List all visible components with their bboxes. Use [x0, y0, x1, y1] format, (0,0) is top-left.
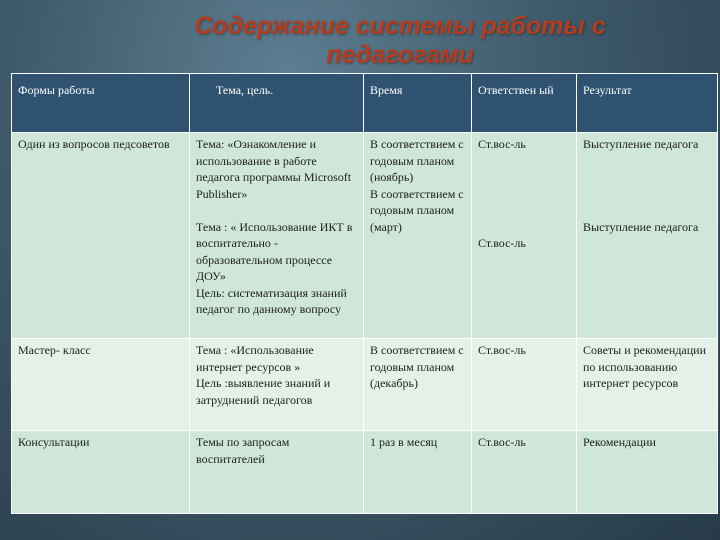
responsible-line: Ст.вос-ль: [478, 235, 526, 250]
cell-topic: [190, 133, 364, 339]
table-row: [12, 133, 718, 339]
slide-title-line-1: Содержание системы работы с: [194, 12, 606, 40]
slide-title: [160, 12, 640, 70]
goal-line: Цель :выявление знаний и затруднений педагогов: [196, 376, 331, 407]
cell-time: 1 раз в месяц: [364, 431, 472, 514]
cell-responsible: Ст.вос-ль: [472, 339, 577, 431]
result-line: Выступление педагога: [583, 137, 699, 151]
cell-time: [364, 133, 472, 339]
cell-result: Советы и рекомендации по использованию интернет ресурсов: [577, 339, 718, 431]
topic-line: Тема : «Использование интернет ресурсов »: [196, 343, 314, 374]
responsible-line: Ст.вос-ль: [478, 137, 526, 151]
goal-line: Цель: систематизация знаний педагог по данному вопросу: [196, 285, 347, 316]
header-responsible: Ответствен ый: [472, 74, 577, 133]
cell-responsible: [472, 133, 577, 339]
cell-form: Консультации: [12, 431, 190, 514]
topic-line: Тема : « Использование ИКТ в воспитательно - образовательном процессе ДОУ»: [196, 219, 353, 283]
time-line: В соответствием с годовым планом (ноябрь): [370, 137, 464, 184]
table-row: [12, 431, 718, 514]
time-line: В соответствием с годовым планом (март): [370, 186, 464, 234]
table-header-row: [12, 74, 718, 133]
topic-line: Тема: «Ознакомление и использование в работе педагога программы Microsoft Publisher»: [196, 137, 352, 201]
cell-topic: Темы по запросам воспитателей: [190, 431, 364, 514]
cell-form: Мастер- класс: [12, 339, 190, 431]
header-forms: Формы работы: [12, 74, 190, 133]
header-time: Время: [364, 74, 472, 133]
work-system-table: [11, 73, 718, 514]
cell-result: Рекомендации: [577, 431, 718, 514]
cell-topic: [190, 339, 364, 431]
table-row: [12, 339, 718, 431]
header-topic: Тема, цель.: [190, 74, 364, 133]
header-result: Результат: [577, 74, 718, 133]
slide-title-line-2: педагогами: [326, 41, 474, 69]
cell-responsible: Ст.вос-ль: [472, 431, 577, 514]
result-line: Выступление педагога: [583, 219, 699, 234]
cell-result: [577, 133, 718, 339]
cell-form: Один из вопросов педсоветов: [12, 133, 190, 339]
cell-time: В соответствием с годовым планом (декабрь): [364, 339, 472, 431]
